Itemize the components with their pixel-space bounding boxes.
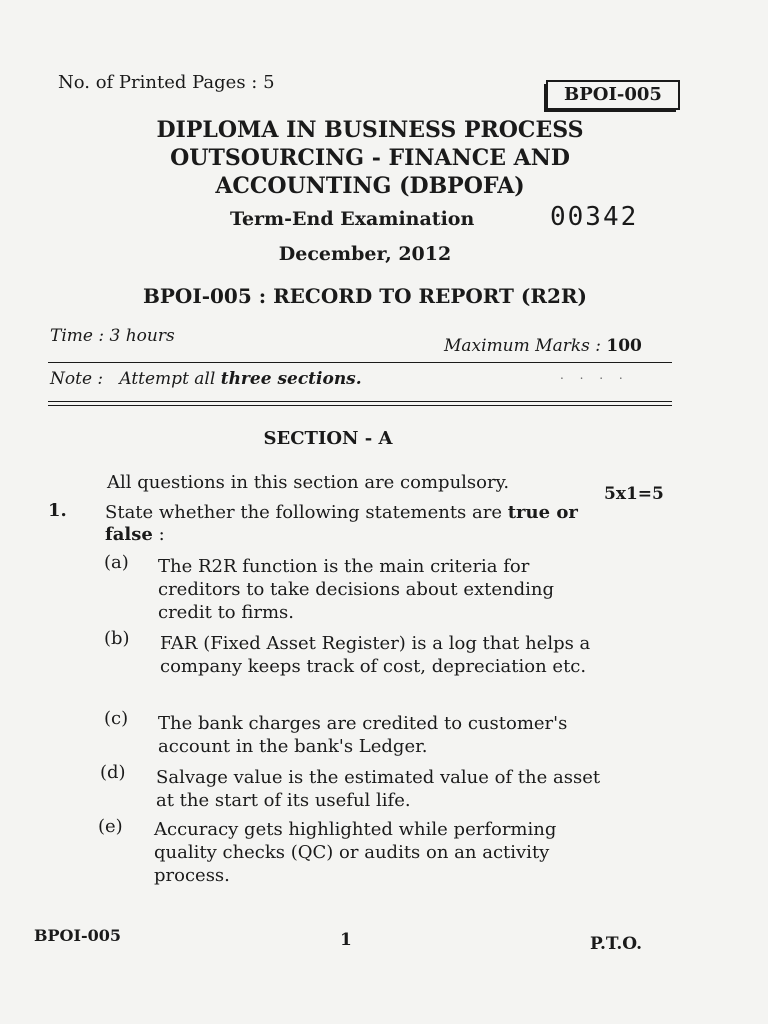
- title-line-2: OUTSOURCING - FINANCE AND: [170, 145, 570, 171]
- max-marks-value: 100: [606, 336, 642, 356]
- item-label-e: (e): [98, 816, 123, 837]
- section-instruction: All questions in this section are compulsory.: [107, 472, 510, 493]
- item-text-d: Salvage value is the estimated value of the asset at the start of its useful life.: [156, 767, 601, 811]
- item-label-d: (d): [100, 762, 126, 783]
- paper-code-box: BPOI-005: [546, 80, 680, 110]
- serial-number: 00342: [550, 202, 639, 232]
- course-title: BPOI-005 : RECORD TO REPORT (R2R): [142, 284, 587, 308]
- footer-paper-code: BPOI-005: [34, 926, 122, 945]
- exam-date: December, 2012: [278, 243, 452, 265]
- page-number: 1: [340, 930, 352, 950]
- speckle-marks: . . . .: [560, 368, 629, 382]
- note-emphasis: three sections.: [220, 369, 362, 389]
- item-label-a: (a): [104, 552, 129, 573]
- exam-type: Term-End Examination: [230, 208, 475, 230]
- question-number: 1.: [48, 500, 67, 521]
- note: [50, 369, 362, 389]
- item-label-b: (b): [104, 628, 130, 649]
- item-text-a: The R2R function is the main criteria for creditors to take decisions about extending credit to firms.: [158, 556, 554, 623]
- exam-title: [0, 116, 740, 200]
- time-allowed: Time : 3 hours: [50, 326, 175, 346]
- item-label-c: (c): [104, 708, 129, 729]
- divider: [48, 362, 672, 363]
- item-text-e: Accuracy gets highlighted while performing quality checks (QC) or audits on an activity process.: [154, 819, 557, 886]
- question-text-end: :: [152, 524, 165, 545]
- question-text-plain: State whether the following statements are: [105, 502, 508, 523]
- item-text-c: The bank charges are credited to customer's account in the bank's Ledger.: [158, 713, 568, 757]
- question-text: [105, 502, 615, 546]
- maximum-marks: [444, 336, 642, 356]
- note-text: Attempt all: [119, 369, 221, 389]
- max-marks-label: Maximum Marks :: [444, 336, 607, 356]
- section-title: SECTION - A: [263, 428, 393, 449]
- question-text-bold: true or false: [105, 502, 578, 545]
- printed-pages: No. of Printed Pages : 5: [58, 72, 275, 93]
- section-marks: 5x1=5: [604, 484, 664, 504]
- note-label: Note :: [50, 369, 104, 389]
- item-text-b: FAR (Fixed Asset Register) is a log that helps a company keeps track of cost, depreciation etc.: [160, 633, 591, 677]
- please-turn-over: P.T.O.: [590, 934, 642, 954]
- title-line-3: ACCOUNTING (DBPOFA): [215, 173, 525, 199]
- double-divider: [48, 401, 672, 406]
- title-line-1: DIPLOMA IN BUSINESS PROCESS: [156, 117, 584, 143]
